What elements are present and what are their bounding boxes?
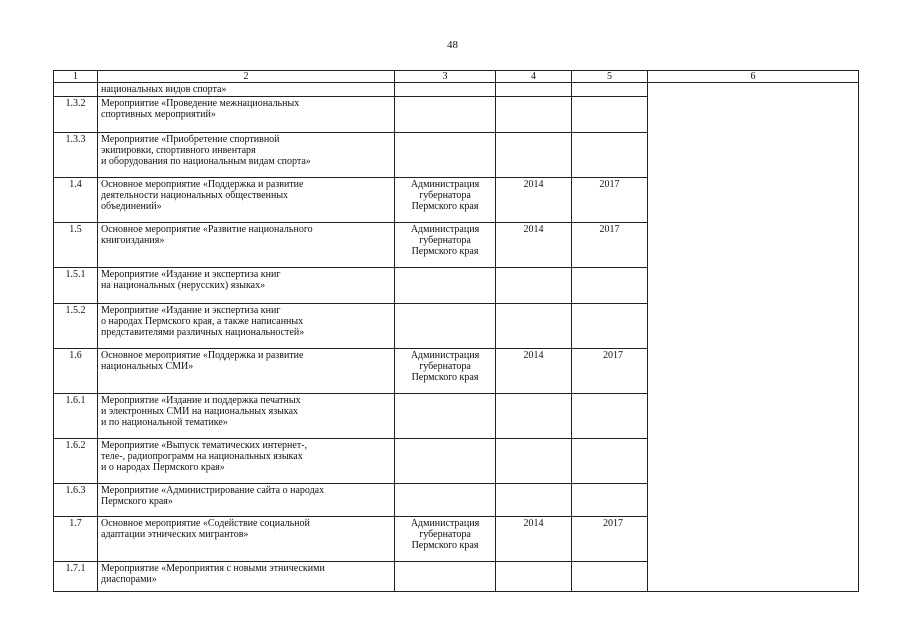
executor [395, 484, 496, 517]
activity-name: Мероприятие «Мероприятия с новыми этническими диаспорами» [98, 562, 395, 592]
row-number: 1.5 [54, 223, 98, 268]
end-year [572, 562, 648, 592]
activity-name: Мероприятие «Выпуск тематических интернет-, теле-, радиопрограмм на национальных языках и о народах Пермского края» [98, 439, 395, 484]
activity-name: Основное мероприятие «Поддержка и развитие национальных СМИ» [98, 349, 395, 394]
activity-name: Мероприятие «Администрирование сайта о народах Пермского края» [98, 484, 395, 517]
header-col-4: 4 [496, 71, 572, 83]
executor: Администрация губернатора Пермского края [395, 517, 496, 562]
row-number: 1.6.2 [54, 439, 98, 484]
end-year: 2017 [572, 223, 648, 268]
executor [395, 562, 496, 592]
start-year [496, 394, 572, 439]
start-year [496, 268, 572, 304]
start-year: 2014 [496, 517, 572, 562]
start-year [496, 83, 572, 97]
executor: Администрация губернатора Пермского края [395, 178, 496, 223]
activity-name: Мероприятие «Издание и экспертиза книг о народах Пермского края, а также написанных представителями различных национальностей» [98, 304, 395, 349]
end-year: 2017 [572, 349, 648, 394]
row-number: 1.7 [54, 517, 98, 562]
header-col-2: 2 [98, 71, 395, 83]
start-year [496, 133, 572, 178]
end-year [572, 304, 648, 349]
row-number: 1.7.1 [54, 562, 98, 592]
activity-name: Основное мероприятие «Содействие социальной адаптации этнических мигрантов» [98, 517, 395, 562]
start-year [496, 304, 572, 349]
row-number: 1.3.3 [54, 133, 98, 178]
page-number: 48 [447, 39, 458, 51]
activity-name: Мероприятие «Приобретение спортивной экипировки, спортивного инвентаря и оборудования по национальным видам спорта» [98, 133, 395, 178]
row-number: 1.6 [54, 349, 98, 394]
header-col-5: 5 [572, 71, 648, 83]
end-year: 2017 [572, 517, 648, 562]
executor: Администрация губернатора Пермского края [395, 223, 496, 268]
header-col-1: 1 [54, 71, 98, 83]
end-year [572, 394, 648, 439]
end-year [572, 268, 648, 304]
activity-name: Основное мероприятие «Развитие национального книгоиздания» [98, 223, 395, 268]
start-year [496, 97, 572, 133]
activity-name: Мероприятие «Проведение межнациональных спортивных мероприятий» [98, 97, 395, 133]
activity-name: национальных видов спорта» [98, 83, 395, 97]
row-number: 1.3.2 [54, 97, 98, 133]
start-year [496, 562, 572, 592]
start-year: 2014 [496, 178, 572, 223]
executor [395, 97, 496, 133]
end-year [572, 484, 648, 517]
end-year [572, 439, 648, 484]
executor [395, 133, 496, 178]
row-number [54, 83, 98, 97]
column-6-cell [648, 83, 859, 592]
executor: Администрация губернатора Пермского края [395, 349, 496, 394]
start-year: 2014 [496, 223, 572, 268]
activity-name: Мероприятие «Издание и экспертиза книг на национальных (нерусских) языках» [98, 268, 395, 304]
start-year [496, 439, 572, 484]
executor [395, 268, 496, 304]
end-year: 2017 [572, 178, 648, 223]
header-col-6: 6 [648, 71, 859, 83]
table-row [54, 83, 859, 97]
row-number: 1.6.3 [54, 484, 98, 517]
end-year [572, 83, 648, 97]
row-number: 1.5.2 [54, 304, 98, 349]
start-year: 2014 [496, 349, 572, 394]
row-number: 1.5.1 [54, 268, 98, 304]
executor [395, 394, 496, 439]
row-number: 1.4 [54, 178, 98, 223]
program-table [53, 70, 859, 592]
header-col-3: 3 [395, 71, 496, 83]
activity-name: Основное мероприятие «Поддержка и развитие деятельности национальных общественных объединений» [98, 178, 395, 223]
row-number: 1.6.1 [54, 394, 98, 439]
executor [395, 83, 496, 97]
header-row [54, 71, 859, 83]
start-year [496, 484, 572, 517]
end-year [572, 133, 648, 178]
executor [395, 439, 496, 484]
end-year [572, 97, 648, 133]
executor [395, 304, 496, 349]
activity-name: Мероприятие «Издание и поддержка печатных и электронных СМИ на национальных языках и по национальной тематике» [98, 394, 395, 439]
